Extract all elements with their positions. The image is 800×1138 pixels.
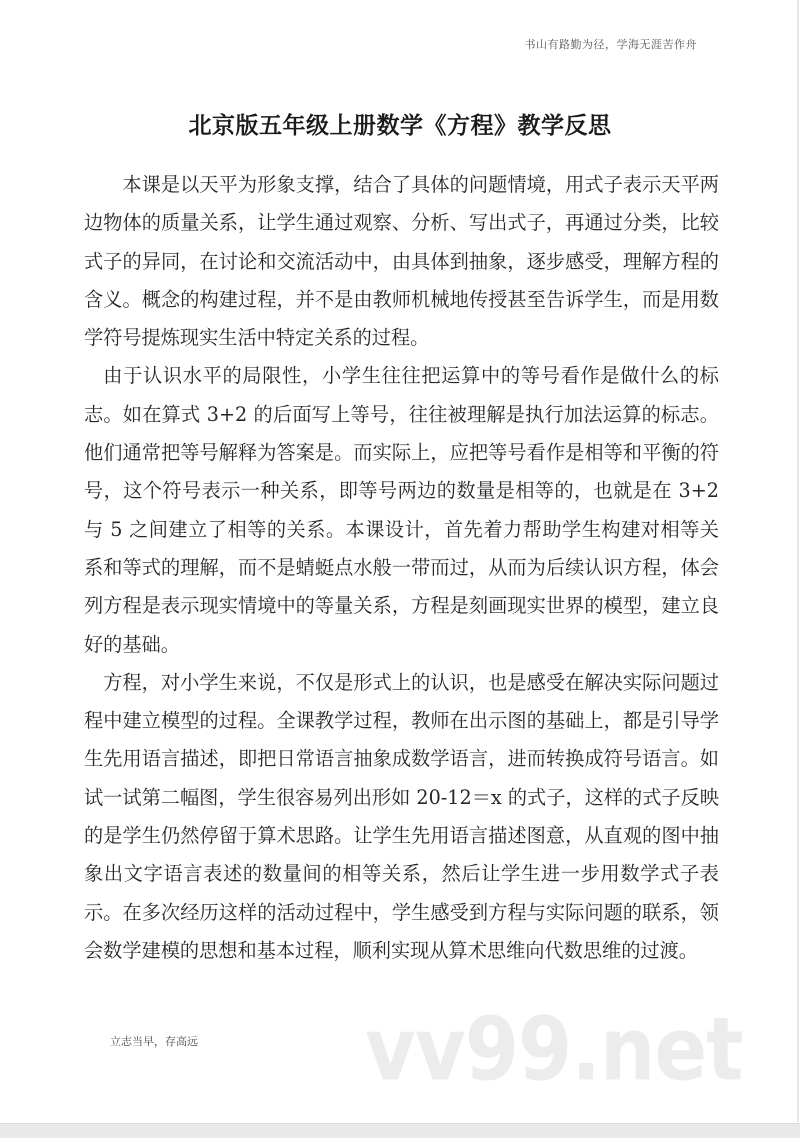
footer-motto: 立志当早，存高远 bbox=[110, 1035, 198, 1048]
header-motto: 书山有路勤为径，学海无涯苦作舟 bbox=[524, 38, 697, 51]
paragraph-1: 本课是以天平为形象支撑，结合了具体的问题情境，用式子表示天平两边物体的质量关系，让学生通过观察、分析、写出式子，再通过分类，比较式子的异同，在讨论和交流活动中，由具体到抽象，逐步感受，理解方程的含义。概念的构建过程，并不是由教师机械地传授甚至告诉学生，而是用数学符号提炼现实生活中特定关系的过程。 bbox=[84, 173, 719, 350]
document-title: 北京版五年级上册数学《方程》教学反思 bbox=[188, 113, 612, 140]
paragraph-2: 由于认识水平的局限性，小学生往往把运算中的等号看作是做什么的标志。如在算式 3+2 的后面写上等号，往往被理解是执行加法运算的标志。他们通常把等号解释为答案是。而实际上，应把等号看作是相等和平衡的符号，这个符号表示一种关系，即等号两边的数量是相等的，也就是在 3+2 与 5 之间建立了相等的关系。本课设计，首先着力帮助学生构建对相等关系和等式的理解，而不是蜻蜓点水般一带而过，从而为后续认识方程，体会列方程是表示现实情境中的等量关系，方程是刻画现实世界的模型，建立良好的基础。 bbox=[84, 364, 719, 656]
paragraph-3: 方程，对小学生来说，不仅是形式上的认识，也是感受在解决实际问题过程中建立模型的过程。全课教学过程，教师在出示图的基础上，都是引导学生先用语言描述，即把日常语言抽象成数学语言，进而转换成符号语言。如试一试第二幅图，学生很容易列出形如 20-12＝x 的式子，这样的式子反映的是学生仍然停留于算术思路。让学生先用语言描述图意，从直观的图中抽象出文字语言表述的数量间的相等关系，然后让学生进一步用数学式子表示。在多次经历这样的活动过程中，学生感受到方程与实际问题的联系，领会数学建模的思想和基本过程，顺利实现从算术思维向代数思维的过渡。 bbox=[84, 670, 719, 962]
watermark-logo: vv99.net bbox=[365, 1000, 743, 1101]
document-body bbox=[84, 166, 719, 970]
page-bottom-edge bbox=[0, 1123, 800, 1138]
